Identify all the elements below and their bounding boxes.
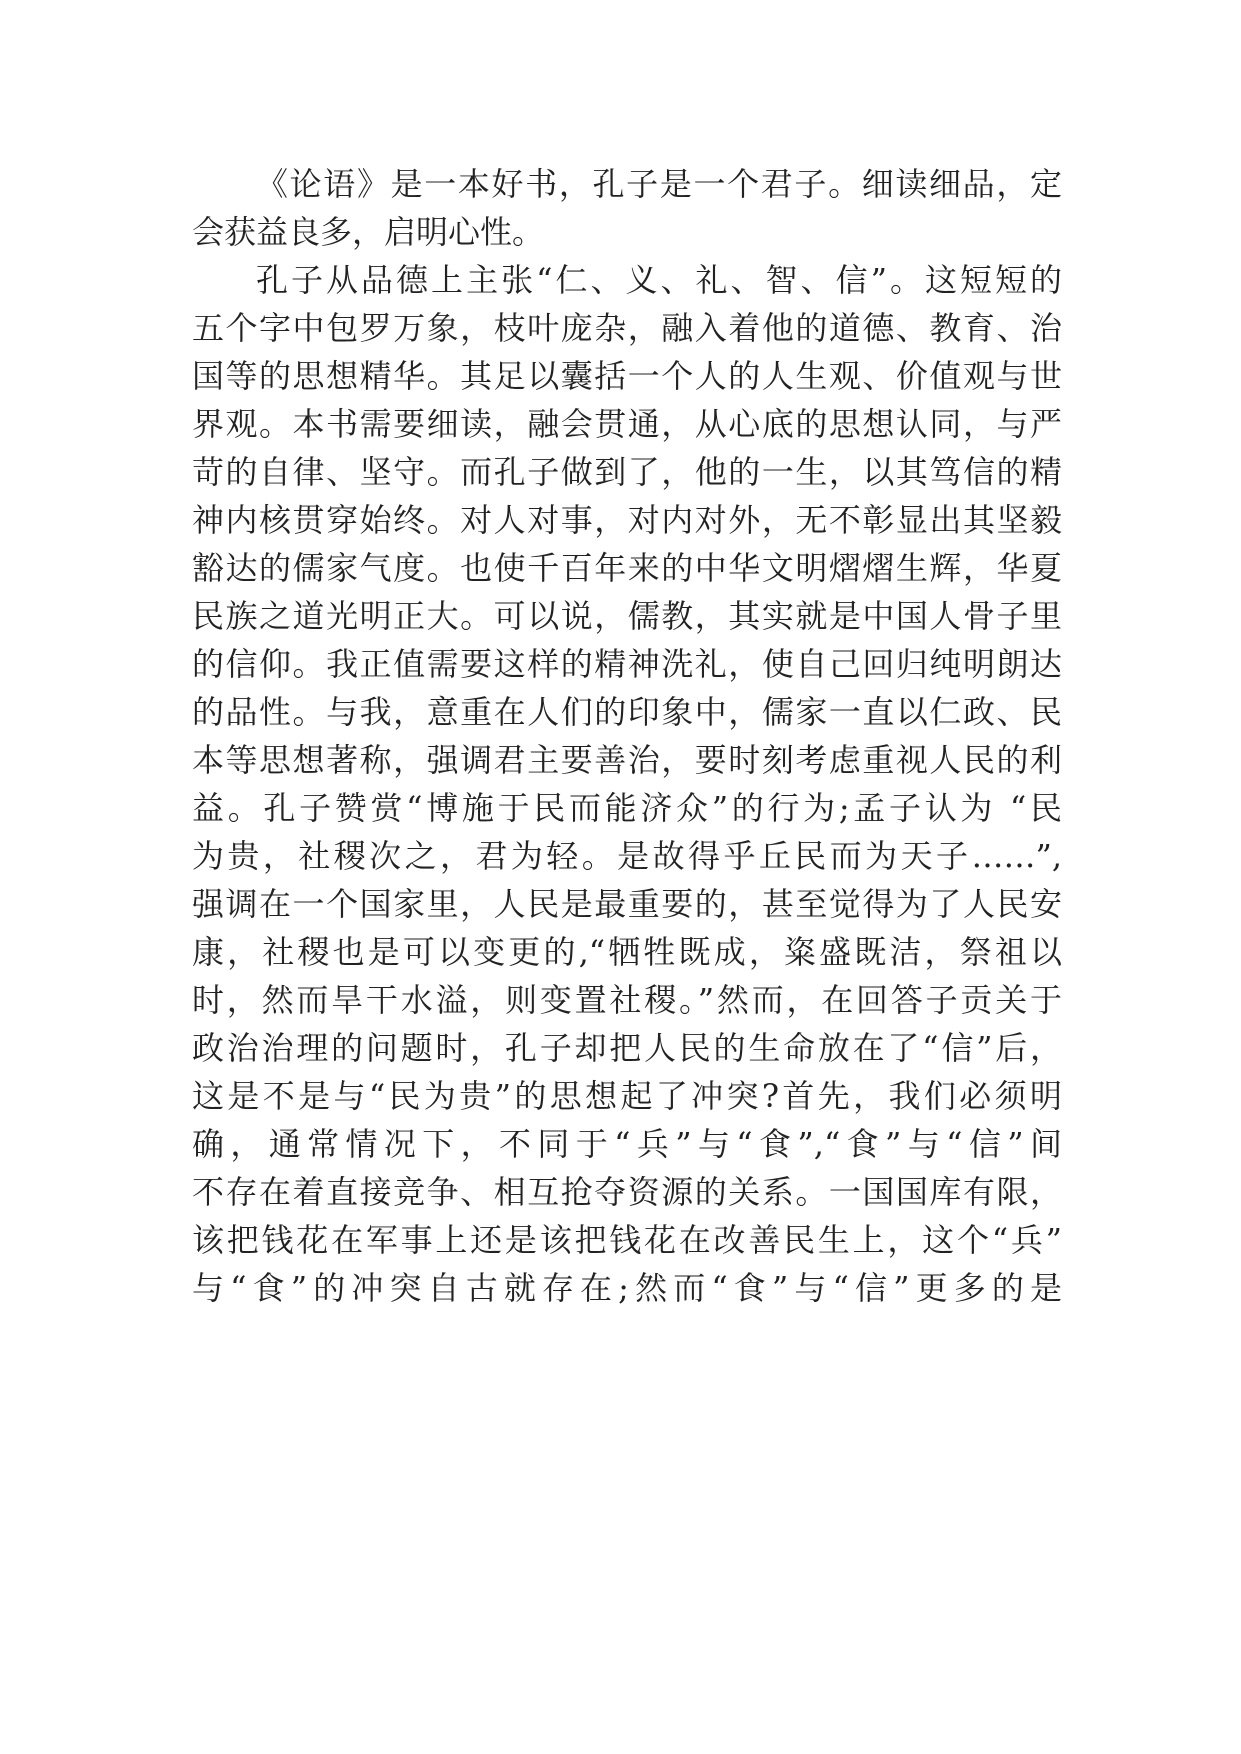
text-line-15: 为贵，社稷次之，君为轻。是故得乎丘民而为天子……”, [192,837,1062,875]
text-line-9: 豁达的儒家气度。也使千百年来的中华文明熠熠生辉，华夏 [192,549,1062,587]
text-line-21: 确，通常情况下，不同于“兵”与“食”,“食”与“信”间 [192,1125,1062,1163]
text-line-19: 政治治理的问题时，孔子却把人民的生命放在了“信”后， [192,1029,1062,1067]
text-line-20: 这是不是与“民为贵”的思想起了冲突?首先，我们必须明 [192,1077,1062,1115]
text-line-13: 本等思想著称，强调君主要善治，要时刻考虑重视人民的利 [192,741,1062,779]
text-line-23: 该把钱花在军事上还是该把钱花在改善民生上，这个“兵” [192,1221,1062,1259]
text-line-18: 时，然而旱干水溢，则变置社稷。”然而，在回答子贡关于 [192,981,1062,1019]
text-line-3: 孔子从品德上主张“仁、义、礼、智、信”。这短短的 [256,261,1062,299]
text-line-4: 五个字中包罗万象，枝叶庞杂，融入着他的道德、教育、治 [192,309,1062,347]
text-line-12: 的品性。与我，意重在人们的印象中，儒家一直以仁政、民 [192,693,1062,731]
text-line-24: 与“食”的冲突自古就存在;然而“食”与“信”更多的是 [192,1269,1062,1307]
text-line-5: 国等的思想精华。其足以囊括一个人的人生观、价值观与世 [192,357,1062,395]
text-line-22: 不存在着直接竞争、相互抢夺资源的关系。一国国库有限， [192,1173,1062,1211]
text-line-6: 界观。本书需要细读，融会贯通，从心底的思想认同，与严 [192,405,1062,443]
text-line-1: 《论语》是一本好书，孔子是一个君子。细读细品，定 [256,165,1062,203]
text-line-16: 强调在一个国家里，人民是最重要的，甚至觉得为了人民安 [192,885,1062,923]
text-line-10: 民族之道光明正大。可以说，儒教，其实就是中国人骨子里 [192,597,1062,635]
text-line-8: 神内核贯穿始终。对人对事，对内对外，无不彰显出其坚毅 [192,501,1062,539]
text-line-2: 会获益良多，启明心性。 [192,213,545,251]
text-line-17: 康，社稷也是可以变更的,“牺牲既成，粢盛既洁，祭祖以 [192,933,1062,971]
text-line-11: 的信仰。我正值需要这样的精神洗礼，使自己回归纯明朗达 [192,645,1062,683]
text-line-7: 苛的自律、坚守。而孔子做到了，他的一生，以其笃信的精 [192,453,1062,491]
text-line-14: 益。孔子赞赏“博施于民而能济众”的行为;孟子认为 “民 [192,789,1062,827]
